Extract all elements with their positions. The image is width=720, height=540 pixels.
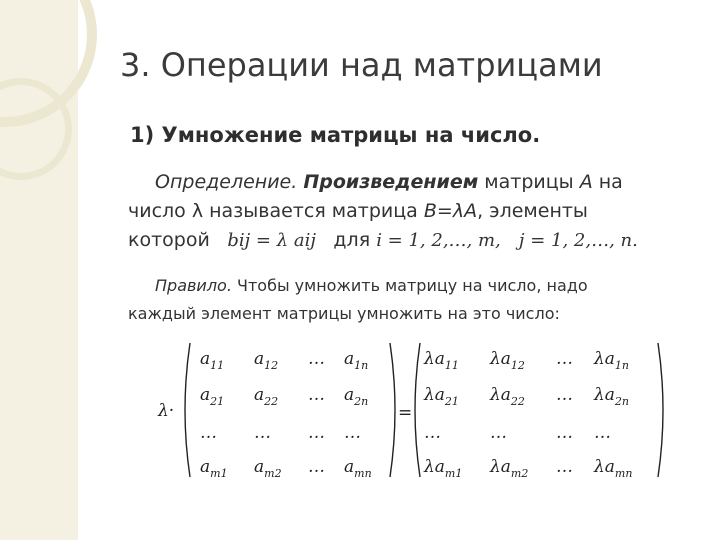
definition-text: которой (128, 229, 216, 251)
matrix-cell: … (308, 457, 325, 477)
definition-text: число λ называется матрица (128, 200, 424, 222)
matrix-cell: … (556, 423, 573, 443)
matrix-cell: $\lambda a_{11}$ (424, 349, 459, 372)
matrix-cell: $a_{m2}$ (254, 457, 282, 480)
matrix-cell: $\lambda a_{mn}$ (594, 457, 633, 480)
element-formula-text: bij = λ aij (227, 230, 316, 251)
slide-title: 3. Операции над матрицами (120, 46, 603, 84)
matrix-cell: … (308, 349, 325, 369)
right-matrix-open-paren (415, 343, 420, 477)
definition-label: Определение. (155, 171, 298, 193)
matrix-equation (150, 338, 670, 483)
matrix-cell: $\lambda a_{12}$ (490, 349, 525, 372)
definition-text: матрицы (478, 171, 580, 193)
rule-text: каждый элемент матрицы умножить на это число: (128, 304, 560, 323)
equals-sign: = (398, 403, 413, 423)
matrix-cell: $\lambda a_{m2}$ (490, 457, 529, 480)
rule-text: Чтобы умножить матрицу на число, надо (231, 276, 588, 295)
index-range-j: j = 1, 2,…, n. (518, 230, 638, 251)
matrix-cell: $a_{2n}$ (344, 385, 369, 408)
decorative-sidebar (0, 0, 78, 540)
definition-paragraph (128, 168, 703, 255)
matrix-cell: $\lambda a_{1n}$ (594, 349, 630, 372)
matrix-cell: … (308, 423, 325, 443)
matrix-cell: $a_{1n}$ (344, 349, 369, 372)
definition-term: Произведением (303, 171, 479, 193)
matrix-cell: $a_{22}$ (254, 385, 279, 408)
left-matrix-close-paren (390, 343, 395, 477)
matrix-cell: … (200, 423, 217, 443)
matrix-cell: … (594, 423, 611, 443)
matrix-cell: $\lambda a_{2n}$ (594, 385, 630, 408)
matrix-cell: … (254, 423, 271, 443)
right-matrix-close-paren (658, 343, 663, 477)
matrix-cell: … (490, 423, 507, 443)
matrix-cell: … (424, 423, 441, 443)
left-matrix (200, 349, 372, 480)
matrix-cell: $a_{m1}$ (200, 457, 228, 480)
index-range-i: i = 1, 2,…, m, (376, 230, 501, 251)
matrix-cell: $\lambda a_{21}$ (424, 385, 459, 408)
section-subheading: 1) Умножение матрицы на число. (130, 123, 541, 147)
matrix-cell: … (556, 349, 573, 369)
definition-text: , элементы (477, 200, 588, 222)
matrix-cell: $a_{12}$ (254, 349, 279, 372)
result-expression: B=λA (423, 200, 478, 222)
matrix-cell: $a_{21}$ (200, 385, 225, 408)
matrix-cell: $\lambda a_{22}$ (490, 385, 525, 408)
rule-label: Правило. (155, 276, 232, 295)
scalar-lambda: λ· (158, 401, 175, 421)
matrix-cell: $\lambda a_{m1}$ (424, 457, 463, 480)
definition-text: для (333, 229, 371, 251)
matrix-cell: … (556, 457, 573, 477)
left-matrix-open-paren (185, 343, 190, 477)
matrix-var: A (579, 171, 593, 193)
matrix-cell: $a_{11}$ (200, 349, 225, 372)
matrix-cell: $a_{mn}$ (344, 457, 372, 480)
matrix-cell: … (308, 385, 325, 405)
matrix-cell: … (344, 423, 361, 443)
matrix-cell: … (556, 385, 573, 405)
definition-text: на (592, 171, 623, 193)
rule-paragraph (128, 272, 703, 328)
element-formula (216, 230, 328, 251)
right-matrix (423, 349, 632, 480)
